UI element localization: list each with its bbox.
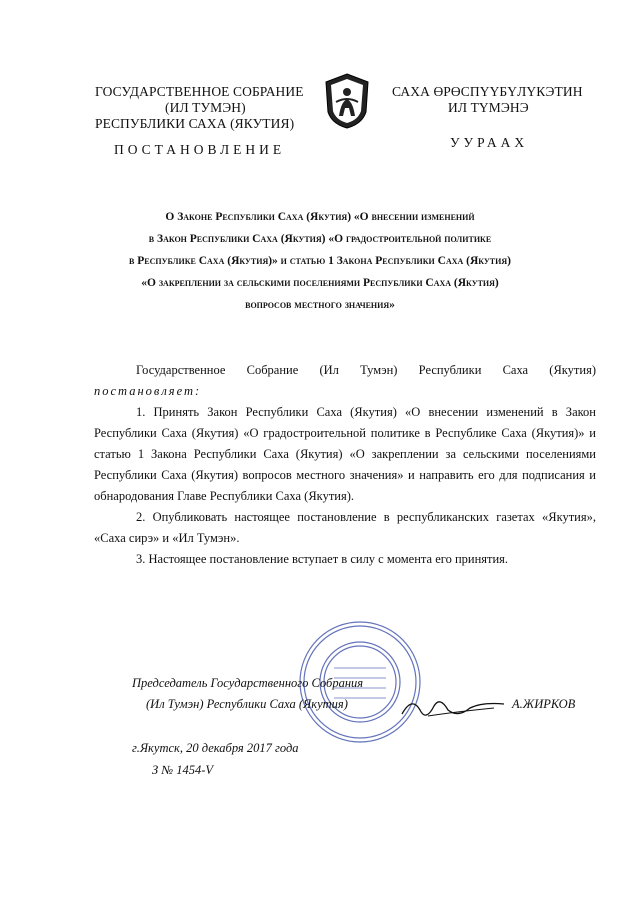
- header-right-line1: САХА ӨРӨСПҮҮБҮЛҮКЭТИН: [392, 84, 583, 99]
- decree-body: [94, 360, 596, 570]
- subject-line4: «О закреплении за сельскими поселениями Республики Саха (Якутия): [141, 277, 499, 289]
- decree-subject: [80, 206, 560, 316]
- subject-line1: О Законе Республики Саха (Якутия) «О внесении изменений: [165, 211, 475, 223]
- subject-line5: вопросов местного значения»: [245, 299, 395, 311]
- item-2: 2. Опубликовать настоящее постановление в республиканских газетах «Якутия», «Саха сирэ» и «Ил Тумэн».: [94, 510, 596, 545]
- place-date: г.Якутск, 20 декабря 2017 года: [132, 741, 299, 755]
- header-left: [95, 84, 304, 132]
- coat-of-arms-icon: [322, 72, 372, 130]
- subject-line2: в Закон Республики Саха (Якутия) «О градостроительной политике: [148, 233, 492, 245]
- signatory-name: А.ЖИРКОВ: [512, 697, 576, 711]
- item-1: 1. Принять Закон Республики Саха (Якутия) «О внесении изменений в Закон Республики Саха (Якутия) «О градостроительной политике в Республике Саха (Якутия)» и статью 1 Закона Республики Саха (Якутия) «О закреплении за сельскими поселениями Республики Саха (Якутия) вопросов местного значения» и направить его для подписания и обнародования Главе Республики Саха (Якутия).: [94, 405, 596, 503]
- item-3: 3. Настоящее постановление вступает в силу с момента его принятия.: [136, 552, 509, 566]
- decree-number: З № 1454-V: [152, 763, 214, 777]
- header-left-line2: (ИЛ ТУМЭН): [165, 100, 246, 115]
- signatory-position-line2: (Ил Тумэн) Республики Саха (Якутия): [146, 697, 348, 711]
- handwritten-signature: [398, 688, 508, 728]
- decree-word: постановляет:: [94, 384, 202, 398]
- header-left-line1: ГОСУДАРСТВЕННОЕ СОБРАНИЕ: [95, 84, 304, 99]
- intro-paragraph: Государственное Собрание (Ил Тумэн) Республики Саха (Якутия): [136, 363, 596, 377]
- doc-type-sakha: УУРААХ: [450, 135, 529, 150]
- signatory-position-line1: Председатель Государственного Собрания: [132, 676, 364, 690]
- header-right: [392, 84, 583, 116]
- header-left-line3: РЕСПУБЛИКИ САХА (ЯКУТИЯ): [95, 116, 295, 131]
- subject-line3: в Республике Саха (Якутия)» и статью 1 Закона Республики Саха (Якутия): [129, 255, 511, 267]
- header-right-line2: ИЛ ТҮМЭНЭ: [448, 100, 529, 115]
- doc-type-ru: ПОСТАНОВЛЕНИЕ: [114, 142, 286, 157]
